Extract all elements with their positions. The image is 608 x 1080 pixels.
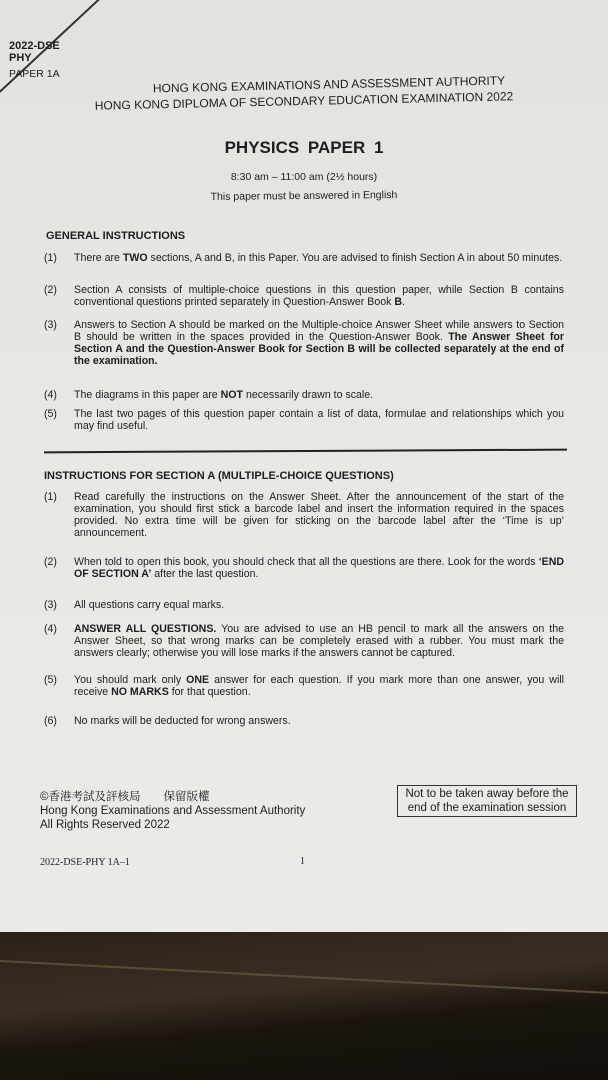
text-segment: The last two pages of this question paper contain a list of data, formulae and relationships which you may find useful. <box>74 408 564 432</box>
general-instructions-heading: GENERAL INSTRUCTIONS <box>46 230 186 242</box>
text-segment: The diagrams in this paper are <box>74 389 221 401</box>
copyright-english: Hong Kong Examinations and Assessment Authority <box>40 805 306 817</box>
item-number: (4) <box>44 623 57 635</box>
instruction-item <box>44 252 564 264</box>
bold-text: B <box>394 296 403 308</box>
item-number: (2) <box>44 556 57 568</box>
text-segment: sections, A and B, in this Paper. You are advised to finish Section A in about 50 minutes. <box>147 252 563 264</box>
item-number: (3) <box>44 599 57 611</box>
item-text <box>74 491 564 539</box>
instruction-item <box>44 284 564 308</box>
text-segment: answer for each question. If you mark more than one answer, you will receive <box>74 674 565 698</box>
exam-code-year: 2022-DSE <box>9 40 60 52</box>
text-segment: Answers to Section A should be marked on the Multiple-choice Answer Sheet while answers to Section B should be written in the spaces provided in the Question-Answer Book. <box>74 319 564 343</box>
item-number: (5) <box>44 408 57 420</box>
section-a-heading: INSTRUCTIONS FOR SECTION A (MULTIPLE-CHOICE QUESTIONS) <box>44 470 394 482</box>
paper-code: PAPER 1A <box>9 68 60 80</box>
item-text <box>74 674 564 698</box>
copyright-chinese: ©香港考試及評核局 保留版權 <box>40 791 210 803</box>
text-segment: There are <box>74 252 123 264</box>
instruction-item <box>44 408 564 432</box>
page-title: PHYSICS PAPER 1 <box>224 138 384 157</box>
instruction-item <box>44 319 564 367</box>
item-text <box>74 252 564 264</box>
text-segment: necessarily drawn to scale. <box>243 389 374 401</box>
text-segment: Read carefully the instructions on the Answer Sheet. After the announcement of the start of the examination, you should first stick a barcode label and insert the information required in the spaces provided. No extra time will be given for sticking on the barcode label after the ‘Time is up’ announcement. <box>74 491 564 539</box>
item-number: (4) <box>44 389 57 401</box>
instruction-item <box>44 556 564 580</box>
exam-time: 8:30 am – 11:00 am (2½ hours) <box>230 171 378 183</box>
item-text <box>74 389 564 401</box>
item-text <box>74 556 564 580</box>
item-number: (6) <box>44 715 57 727</box>
bold-text: ANSWER ALL QUESTIONS. <box>74 623 217 635</box>
authority-name: HONG KONG EXAMINATIONS AND ASSESSMENT AUTHORITY <box>152 73 506 96</box>
instruction-item <box>44 389 564 401</box>
item-number: (5) <box>44 674 57 686</box>
item-text <box>74 408 564 432</box>
copyright-block <box>40 790 305 832</box>
divider <box>44 449 567 454</box>
text-segment: When told to open this book, you should check that all the questions are there. Look for the words <box>74 556 539 568</box>
bold-text: The Answer Sheet for Section A and the Question-Answer Book for Section B will be collected separately at the end of the examination. <box>74 331 564 367</box>
item-number: (1) <box>44 252 57 264</box>
instruction-item <box>44 599 564 611</box>
language-note: This paper must be answered in English <box>210 189 398 203</box>
bold-text: NO MARKS <box>111 686 169 698</box>
exam-code <box>9 40 60 64</box>
text-segment: . <box>402 296 405 308</box>
item-number: (3) <box>44 319 57 331</box>
bold-text: NOT <box>220 389 243 401</box>
text-segment: Section A consists of multiple-choice questions in this question paper, while Section B contains conventional questions printed separately in Question-Answer Book <box>74 284 564 308</box>
item-number: (1) <box>44 491 57 503</box>
bold-text: ‘END OF SECTION A’ <box>74 556 564 580</box>
instruction-item <box>44 491 564 539</box>
text-segment: after the last question. <box>151 568 259 580</box>
exam-code-subject: PHY <box>9 52 32 64</box>
bold-text: TWO <box>122 252 148 264</box>
text-segment: No marks will be deducted for wrong answers. <box>74 715 291 727</box>
text-segment: All questions carry equal marks. <box>74 599 225 611</box>
page-code: 2022-DSE-PHY 1A–1 <box>40 857 130 868</box>
item-text <box>74 715 564 727</box>
desk-background <box>0 932 608 1080</box>
item-text <box>74 599 564 611</box>
item-text <box>74 319 564 367</box>
text-segment: You are advised to use an HB pencil to mark all the answers on the Answer Sheet, so that wrong marks can be completely erased with a rubber. You must mark the answers clearly; otherwise you will lose marks if the answers cannot be captured. <box>74 623 564 659</box>
instruction-item <box>44 715 564 727</box>
exam-name: HONG KONG DIPLOMA OF SECONDARY EDUCATION EXAMINATION 2022 <box>94 89 514 113</box>
text-segment: You should mark only <box>74 674 187 686</box>
rights-reserved: All Rights Reserved 2022 <box>40 819 170 831</box>
instruction-item <box>44 623 564 659</box>
text-segment: for that question. <box>168 686 251 698</box>
item-text <box>74 284 564 308</box>
instruction-item <box>44 674 564 698</box>
item-number: (2) <box>44 284 57 296</box>
item-text <box>74 623 564 659</box>
notice-box: Not to be taken away before the end of the examination session <box>397 785 577 817</box>
page-number: 1 <box>300 856 305 867</box>
bold-text: ONE <box>186 674 210 686</box>
